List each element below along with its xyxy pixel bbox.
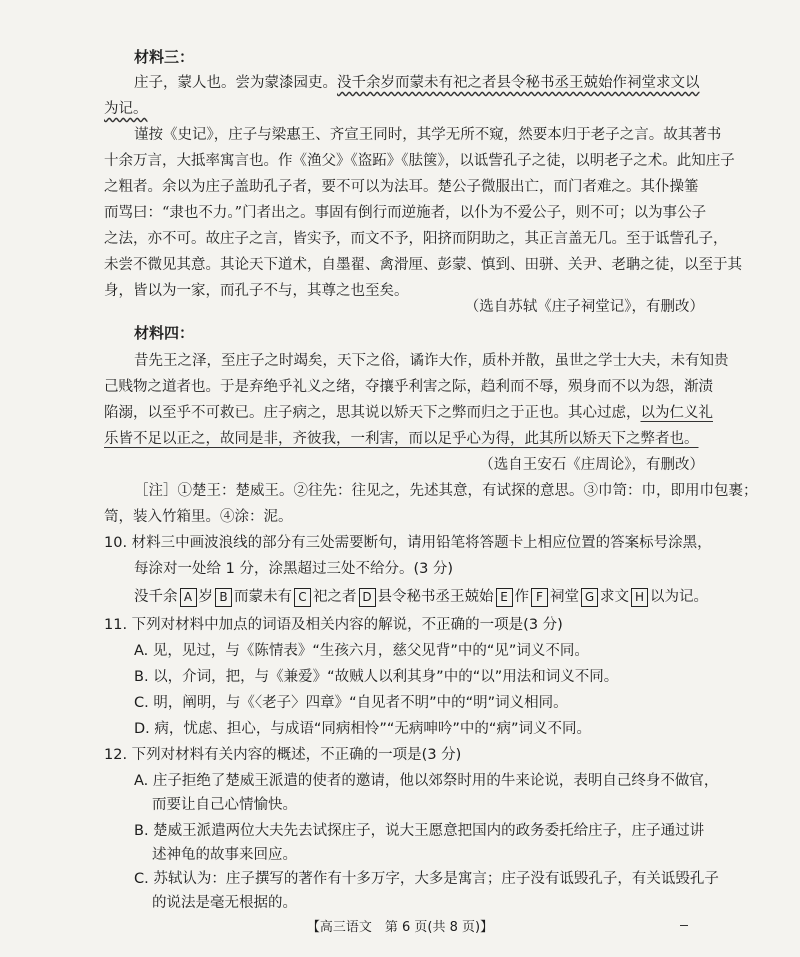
material4-heading: 材料四： (134, 324, 195, 342)
material3-line: 而骂曰：“隶也不力。”门者出之。事固有倒行而逆施者，以仆为不爱公子，则不可；以为事公子 (104, 205, 707, 221)
wavy-underline-text: 为记。 (104, 101, 148, 117)
answer-box-h[interactable]: H (631, 588, 648, 607)
material3-line: 谨按《史记》，庄子与梁惠王、齐宣王同时，其学无所不窥，然要本归于老子之言。故其著书 (134, 127, 722, 143)
q10-segment-line: 没千余 A 岁 B 而蒙未有 C 祀之者 D 县令秘书丞王兢始 E 作 F 祠堂 G 求文 H 以为记。 (134, 589, 708, 605)
q12-option-c: C. 苏轼认为：庄子撰写的著作有十多万字，大多是寓言；庄子没有诋毁孔子，有关诋毁孔子 (134, 871, 719, 887)
material4-line (104, 426, 704, 452)
material3-line: 十余万言，大抵率寓言也。作《渔父》《盗跖》《胠箧》，以诋訾孔子之徒，以明老子之术。此知庄子 (104, 153, 735, 169)
material3-line: 之法，亦不可。故庄子之言，皆实予，而文不予，阳挤而阴助之，其正言盖无几。至于诋訾孔子， (104, 231, 728, 247)
answer-box-a[interactable]: A (180, 588, 197, 607)
material4-line: 己贱物之道者也。于是弃绝乎礼义之绪，夺攘乎利害之际，趋利而不辱，殒身而不以为怨，渐渍 (104, 379, 713, 395)
underlined-text: 乐皆不足以正之 (104, 431, 206, 447)
q12-stem: 12. 下列对材料有关内容的概述，不正确的一项是(3 分) (104, 747, 462, 763)
q12-option-c-cont: 的说法是毫无根据的。 (152, 895, 297, 911)
material3-line: 未尝不微见其意。其论天下道术，自墨翟、禽滑厘、彭蒙、慎到、田骈、关尹、老聃之徒，以至于其 (104, 257, 742, 273)
wavy-underline-text: 没千余岁而蒙未有祀之者县令秘书丞王兢始作祠堂求文以 (337, 75, 700, 91)
q11-option-c: C. 明，阐明，与《〈老子〉四章》“自见者不明”中的“明”词义相同。 (134, 695, 568, 711)
notes-line: ［注］①楚王：楚威王。②往先：往见之，先述其意，有试探的意思。③巾笥：巾，即用巾包裹； (134, 483, 758, 499)
answer-box-g[interactable]: G (581, 588, 598, 607)
answer-box-e[interactable]: E (496, 588, 513, 607)
underlined-text: 以为仁义礼 (640, 405, 713, 421)
material3-source: （选自苏轼《庄子祠堂记》，有删改） (464, 299, 704, 315)
answer-box-d[interactable]: D (359, 588, 376, 607)
answer-box-f[interactable]: F (531, 588, 548, 607)
q11-option-a: A. 见，见过，与《陈情表》“生孩六月，慈父见背”中的“见”词义不同。 (134, 643, 589, 659)
corner-mark (680, 925, 688, 926)
material3-line: 身，皆以为一家，而孔子不与，其尊之也至矣。 (104, 283, 409, 299)
q11-stem: 11. 下列对材料中加点的词语及相关内容的解说，不正确的一项是(3 分) (104, 617, 563, 633)
q12-option-b: B. 楚威王派遣两位大夫先去试探庄子，说大王愿意把国内的政务委托给庄子，庄子通过讲 (134, 823, 705, 839)
answer-box-b[interactable]: B (215, 588, 232, 607)
q10-stem: 10. 材料三中画波浪线的部分有三处需要断句，请用铅笔将答题卡上相应位置的答案标号涂黑， (104, 535, 712, 551)
notes-line: 笥，装入竹箱里。④涂：泥。 (104, 509, 293, 525)
material3-line (104, 96, 704, 122)
material3-line: 庄子，蒙人也。尝为蒙漆园吏。没千余岁而蒙未有祀之者县令秘书丞王兢始作祠堂求文以 (134, 75, 700, 91)
page-footer: 【高三语文 第 6 页(共 8 页)】 (306, 920, 494, 935)
q11-option-d: D. 病，忧虑、担心，与成语“同病相怜”“无病呻吟”中的“病”词义不同。 (134, 721, 591, 737)
material4-source: （选自王安石《庄周论》，有删改） (479, 457, 704, 473)
q10-stem: 每涂对一处给 1 分，涂黑超过三处不给分。(3 分) (134, 561, 454, 577)
underlined-text: ，故同是非，齐彼我，一利害，而以足乎心为得，此其所以矫天下之弊者也。 (205, 431, 699, 447)
material4-line: 昔先王之泽，至庄子之时竭矣，天下之俗，谲诈大作，质朴并散，虽世之学士大夫，未有知贵 (134, 353, 729, 369)
q12-option-b-cont: 述神龟的故事来回应。 (152, 847, 297, 863)
answer-box-c[interactable]: C (294, 588, 311, 607)
q11-option-b: B. 以，介词，把，与《兼爱》“故贼人以利其身”中的“以”用法和词义不同。 (134, 669, 619, 685)
q12-option-a-cont: 而要让自己心情愉快。 (152, 797, 297, 813)
material4-line: 陷溺，以至乎不可救已。庄子病之，思其说以矫天下之弊而归之于正也。其心过虑，以为仁义礼 (104, 405, 713, 421)
material3-heading: 材料三： (134, 48, 195, 66)
material3-line: 之粗者。余以为庄子盖助孔子者，要不可以为法耳。楚公子微服出亡，而门者难之。其仆操箠 (104, 179, 699, 195)
q12-option-a: A. 庄子拒绝了楚威王派遣的使者的邀请，他以郊祭时用的牛来论说，表明自己终身不做官， (134, 773, 719, 789)
